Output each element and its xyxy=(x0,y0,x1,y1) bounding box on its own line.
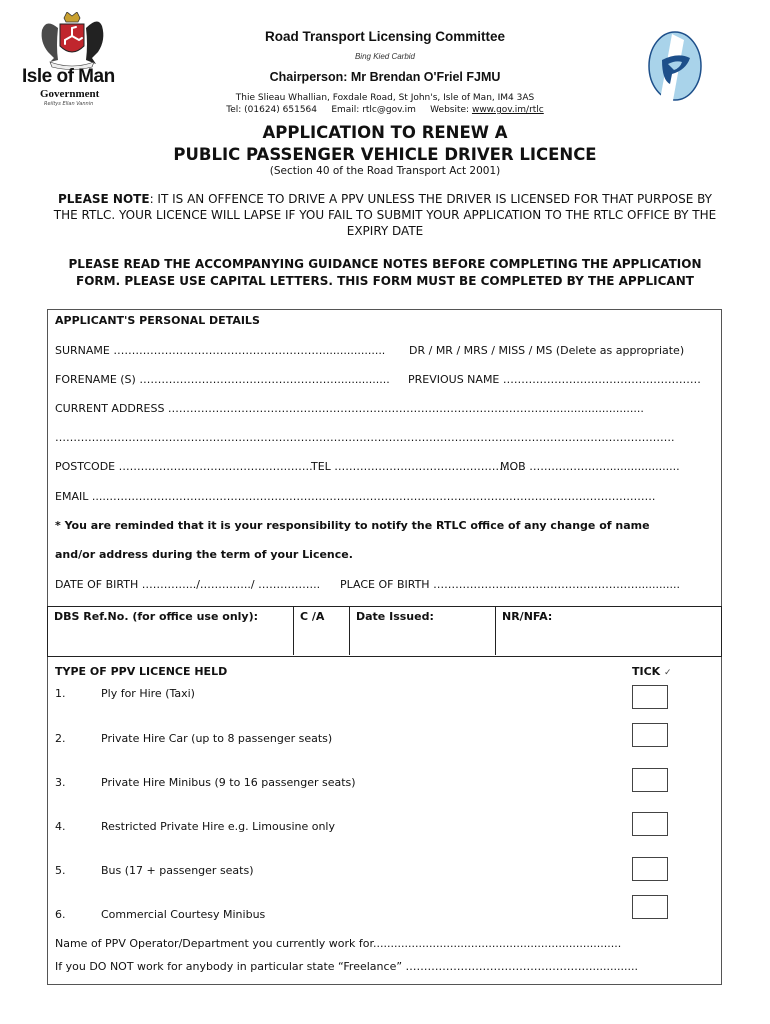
licence-item-taxi: Ply for Hire (Taxi) xyxy=(101,687,195,700)
licence-item-private-hire-car: Private Hire Car (up to 8 passenger seats) xyxy=(101,732,333,745)
chairperson: Chairperson: Mr Brendan O'Friel FJMU xyxy=(269,70,501,84)
tick-box-bus[interactable] xyxy=(632,857,668,881)
guidance-instructions: PLEASE READ THE ACCOMPANYING GUIDANCE NOTES BEFORE COMPLETING THE APPLICATION FORM. PLEASE USE CAPITAL LETTERS. THIS FORM MUST BE COMPLETED BY THE APPLICANT xyxy=(68,257,702,288)
current-address-field-line2[interactable]: ……………………………………………………………………………………………………………………………………………………. xyxy=(55,431,675,444)
logo-subtitle: Government xyxy=(40,88,100,100)
tel-field[interactable]: TEL ……………………………….…………. xyxy=(311,460,518,473)
operator-name-field[interactable]: Name of PPV Operator/Department you currently work for....................................................................... xyxy=(55,937,622,950)
tick-label: TICK xyxy=(632,665,661,678)
please-note xyxy=(45,191,725,239)
office-use-row xyxy=(47,606,722,657)
check-icon: ✓ xyxy=(664,668,672,678)
crest-icon xyxy=(36,12,108,70)
licence-item-restricted-private-hire: Restricted Private Hire e.g. Limousine only xyxy=(101,820,335,833)
ca-label: C /A xyxy=(300,610,325,623)
logo-motto: Reiltys Ellan Vannin xyxy=(44,101,94,107)
contact-line xyxy=(140,105,630,115)
date-of-birth-field[interactable]: DATE OF BIRTH ………….../…………../ …………….. xyxy=(55,578,321,591)
previous-name-field[interactable]: PREVIOUS NAME ……………………………………………… xyxy=(408,373,701,386)
licence-item-num: 6. xyxy=(55,908,66,921)
licence-item-num: 3. xyxy=(55,776,66,789)
tick-box-private-hire-car[interactable] xyxy=(632,723,668,747)
office-address: Thie Slieau Whallian, Foxdale Road, St John's, Isle of Man, IM4 3AS xyxy=(235,93,535,103)
date-issued-label: Date Issued: xyxy=(356,610,434,623)
place-of-birth-field[interactable]: PLACE OF BIRTH …………………..……………………………............ xyxy=(340,578,681,591)
tick-column-header xyxy=(632,665,672,678)
licence-item-num: 2. xyxy=(55,732,66,745)
nr-nfa-label: NR/NFA: xyxy=(502,610,553,623)
surname-field[interactable]: SURNAME ………………………………………………….................. xyxy=(55,344,386,357)
email-address: Email: rtlc@gov.im xyxy=(331,105,416,115)
committee-manx-name: Bing Kied Carbid xyxy=(354,52,416,61)
website-link[interactable]: www.gov.im/rtlc xyxy=(471,105,544,115)
postcode-field[interactable]: POSTCODE ……………………………………….……. xyxy=(55,460,313,473)
form-title-line1: APPLICATION TO RENEW A xyxy=(262,123,508,142)
logo-text: Isle of Man xyxy=(22,66,115,87)
licence-item-bus: Bus (17 + passenger seats) xyxy=(101,864,254,877)
current-address-field[interactable]: CURRENT ADDRESS …………………………………………………………………………………………….......................... xyxy=(55,402,644,415)
change-reminder-line2: and/or address during the term of your Licence. xyxy=(55,548,353,561)
title-options[interactable]: DR / MR / MRS / MISS / MS (Delete as appropriate) xyxy=(409,344,685,357)
tick-box-courtesy-minibus[interactable] xyxy=(632,895,668,919)
personal-details-heading: APPLICANT'S PERSONAL DETAILS xyxy=(55,314,260,327)
freelance-field[interactable]: If you DO NOT work for anybody in particular state “Freelance” ……………………………………………............. xyxy=(55,960,638,973)
rtlc-logo-icon xyxy=(642,24,708,108)
licence-item-private-hire-minibus: Private Hire Minibus (9 to 16 passenger seats) xyxy=(101,776,356,789)
change-reminder-line1: * You are reminded that it is your responsibility to notify the RTLC office of any change of name xyxy=(55,519,650,532)
date-issued-cell[interactable] xyxy=(350,607,496,655)
telephone: Tel: (01624) 651564 xyxy=(226,105,318,115)
nr-nfa-cell[interactable] xyxy=(496,607,722,655)
act-reference: (Section 40 of the Road Transport Act 2001) xyxy=(269,165,501,177)
committee-name: Road Transport Licensing Committee xyxy=(264,29,506,44)
email-field[interactable]: EMAIL .....…………………………………………………………………………………………………………………………….……. xyxy=(55,490,656,503)
forename-field[interactable]: FORENAME (S) ………………………………………………............... xyxy=(55,373,390,386)
licence-type-heading: TYPE OF PPV LICENCE HELD xyxy=(55,665,228,678)
tick-box-restricted-private-hire[interactable] xyxy=(632,812,668,836)
licence-item-courtesy-minibus: Commercial Courtesy Minibus xyxy=(101,908,266,921)
dbs-ref-label: DBS Ref.No. (for office use only): xyxy=(54,610,259,623)
mobile-field[interactable]: MOB …………………..................... xyxy=(500,460,680,473)
isle-of-man-logo xyxy=(22,12,114,107)
note-text: : IT IS AN OFFENCE TO DRIVE A PPV UNLESS THE DRIVER IS LICENSED FOR THAT PURPOSE BY THE RTLC. YOUR LICENCE WILL LAPSE IF YOU FAIL TO SUBMIT YOUR APPLICATION TO THE RTLC OFFICE BY THE EXPIRY DATE xyxy=(53,192,717,238)
dbs-ref-cell[interactable] xyxy=(48,607,294,655)
ca-cell[interactable] xyxy=(294,607,350,655)
licence-item-num: 4. xyxy=(55,820,66,833)
website-label: Website: xyxy=(430,105,470,115)
tick-box-private-hire-minibus[interactable] xyxy=(632,768,668,792)
tick-box-taxi[interactable] xyxy=(632,685,668,709)
note-label: PLEASE NOTE xyxy=(57,192,150,206)
licence-item-num: 1. xyxy=(55,687,66,700)
licence-item-num: 5. xyxy=(55,864,66,877)
form-title-line2: PUBLIC PASSENGER VEHICLE DRIVER LICENCE xyxy=(173,145,597,164)
